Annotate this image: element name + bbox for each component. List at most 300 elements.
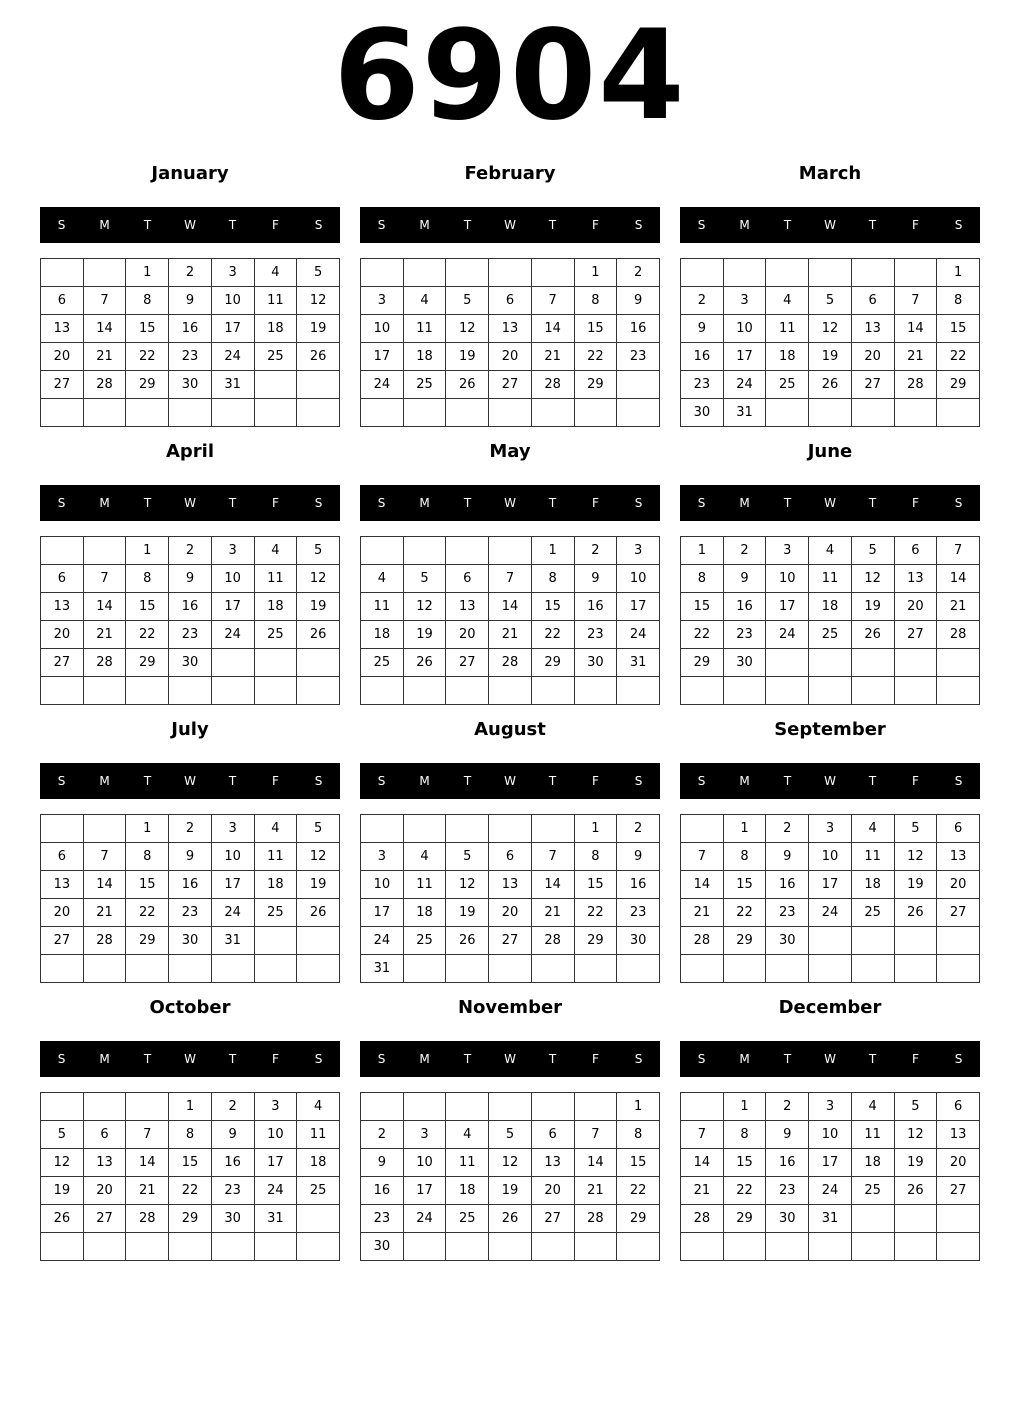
day-cell: 20 bbox=[41, 899, 84, 927]
day-cell: 26 bbox=[851, 621, 894, 649]
week-row bbox=[361, 649, 660, 677]
week-row bbox=[41, 565, 340, 593]
week-row bbox=[681, 287, 980, 315]
empty-day-cell bbox=[254, 955, 297, 983]
day-cell: 12 bbox=[446, 871, 489, 899]
empty-day-cell bbox=[254, 371, 297, 399]
day-cell: 14 bbox=[126, 1149, 169, 1177]
empty-day-cell bbox=[531, 399, 574, 427]
day-cell: 7 bbox=[531, 287, 574, 315]
weekday-label: W bbox=[504, 1052, 516, 1066]
empty-day-cell bbox=[489, 1233, 532, 1261]
day-cell: 21 bbox=[531, 899, 574, 927]
empty-day-cell bbox=[169, 399, 212, 427]
day-cell: 14 bbox=[574, 1149, 617, 1177]
empty-day-cell bbox=[446, 259, 489, 287]
day-cell: 20 bbox=[894, 593, 937, 621]
week-row bbox=[361, 899, 660, 927]
weekday-label: F bbox=[912, 1052, 919, 1066]
day-cell: 28 bbox=[681, 1205, 724, 1233]
day-grid bbox=[680, 536, 980, 705]
week-row bbox=[41, 1205, 340, 1233]
week-row bbox=[361, 537, 660, 565]
empty-day-cell bbox=[851, 259, 894, 287]
empty-day-cell bbox=[766, 955, 809, 983]
day-cell: 4 bbox=[403, 287, 446, 315]
day-cell: 22 bbox=[723, 1177, 766, 1205]
day-cell: 24 bbox=[211, 621, 254, 649]
weekday-header bbox=[40, 207, 340, 243]
empty-day-cell bbox=[446, 1093, 489, 1121]
day-cell: 22 bbox=[723, 899, 766, 927]
day-cell: 18 bbox=[361, 621, 404, 649]
day-cell: 27 bbox=[851, 371, 894, 399]
day-cell: 22 bbox=[531, 621, 574, 649]
day-cell: 29 bbox=[126, 649, 169, 677]
day-cell: 28 bbox=[83, 371, 126, 399]
day-cell: 13 bbox=[851, 315, 894, 343]
day-cell: 23 bbox=[681, 371, 724, 399]
day-cell: 27 bbox=[531, 1205, 574, 1233]
day-cell: 17 bbox=[809, 871, 852, 899]
day-cell: 23 bbox=[169, 899, 212, 927]
day-cell: 5 bbox=[41, 1121, 84, 1149]
empty-day-cell bbox=[403, 677, 446, 705]
day-cell: 7 bbox=[83, 287, 126, 315]
week-row bbox=[681, 1149, 980, 1177]
day-cell: 6 bbox=[489, 843, 532, 871]
day-cell: 11 bbox=[851, 1121, 894, 1149]
day-cell: 20 bbox=[446, 621, 489, 649]
day-cell: 8 bbox=[681, 565, 724, 593]
week-row bbox=[361, 843, 660, 871]
weekday-label: T bbox=[228, 496, 237, 510]
month-name: November bbox=[457, 997, 563, 1018]
week-row bbox=[41, 399, 340, 427]
week-row bbox=[41, 815, 340, 843]
weekday-label: T bbox=[228, 1052, 237, 1066]
empty-day-cell bbox=[851, 649, 894, 677]
empty-day-cell bbox=[531, 955, 574, 983]
weekday-label: F bbox=[272, 774, 279, 788]
day-cell: 13 bbox=[41, 593, 84, 621]
empty-day-cell bbox=[83, 815, 126, 843]
empty-day-cell bbox=[809, 955, 852, 983]
day-cell: 30 bbox=[723, 649, 766, 677]
day-cell: 21 bbox=[894, 343, 937, 371]
week-row bbox=[41, 593, 340, 621]
day-cell: 8 bbox=[574, 287, 617, 315]
day-cell: 19 bbox=[297, 593, 340, 621]
weekday-label: F bbox=[912, 496, 919, 510]
day-cell: 9 bbox=[361, 1149, 404, 1177]
day-cell: 16 bbox=[361, 1177, 404, 1205]
weekday-label: S bbox=[634, 496, 643, 510]
weekday-header bbox=[360, 763, 660, 799]
day-cell: 13 bbox=[41, 315, 84, 343]
week-row bbox=[681, 1205, 980, 1233]
day-cell: 15 bbox=[937, 315, 980, 343]
empty-day-cell bbox=[894, 1205, 937, 1233]
empty-day-cell bbox=[297, 399, 340, 427]
day-cell: 12 bbox=[489, 1149, 532, 1177]
day-cell: 22 bbox=[681, 621, 724, 649]
month-name: September bbox=[774, 719, 886, 740]
day-cell: 7 bbox=[83, 565, 126, 593]
day-cell: 8 bbox=[531, 565, 574, 593]
empty-day-cell bbox=[211, 955, 254, 983]
weekday-label: F bbox=[272, 496, 279, 510]
empty-day-cell bbox=[809, 677, 852, 705]
week-row bbox=[361, 593, 660, 621]
day-cell: 24 bbox=[766, 621, 809, 649]
day-cell: 18 bbox=[809, 593, 852, 621]
weekday-header bbox=[40, 763, 340, 799]
day-cell: 21 bbox=[83, 899, 126, 927]
week-row bbox=[41, 537, 340, 565]
day-cell: 5 bbox=[851, 537, 894, 565]
week-row bbox=[41, 649, 340, 677]
day-cell: 18 bbox=[766, 343, 809, 371]
empty-day-cell bbox=[126, 399, 169, 427]
day-cell: 23 bbox=[766, 1177, 809, 1205]
empty-day-cell bbox=[403, 399, 446, 427]
day-cell: 15 bbox=[681, 593, 724, 621]
week-row bbox=[41, 677, 340, 705]
day-cell: 26 bbox=[809, 371, 852, 399]
day-cell: 4 bbox=[254, 537, 297, 565]
empty-day-cell bbox=[446, 399, 489, 427]
empty-day-cell bbox=[851, 399, 894, 427]
day-cell: 28 bbox=[894, 371, 937, 399]
weekday-label: T bbox=[548, 496, 557, 510]
day-cell: 5 bbox=[809, 287, 852, 315]
day-cell: 11 bbox=[254, 843, 297, 871]
day-cell: 19 bbox=[809, 343, 852, 371]
empty-day-cell bbox=[489, 677, 532, 705]
day-cell: 13 bbox=[489, 871, 532, 899]
day-cell: 2 bbox=[169, 259, 212, 287]
day-cell: 17 bbox=[766, 593, 809, 621]
day-cell: 15 bbox=[617, 1149, 660, 1177]
day-cell: 2 bbox=[211, 1093, 254, 1121]
empty-day-cell bbox=[126, 1233, 169, 1261]
day-cell: 17 bbox=[211, 871, 254, 899]
day-cell: 20 bbox=[937, 1149, 980, 1177]
weekday-label: S bbox=[57, 218, 66, 232]
day-cell: 21 bbox=[937, 593, 980, 621]
day-cell: 16 bbox=[617, 315, 660, 343]
weekday-label: T bbox=[783, 774, 792, 788]
day-cell: 29 bbox=[617, 1205, 660, 1233]
empty-day-cell bbox=[809, 1233, 852, 1261]
day-cell: 13 bbox=[531, 1149, 574, 1177]
empty-day-cell bbox=[766, 259, 809, 287]
weekday-label: S bbox=[954, 496, 963, 510]
day-cell: 19 bbox=[894, 1149, 937, 1177]
day-cell: 18 bbox=[254, 593, 297, 621]
day-cell: 19 bbox=[446, 343, 489, 371]
day-cell: 25 bbox=[403, 371, 446, 399]
day-cell: 19 bbox=[403, 621, 446, 649]
day-cell: 1 bbox=[531, 537, 574, 565]
day-cell: 29 bbox=[681, 649, 724, 677]
empty-day-cell bbox=[766, 399, 809, 427]
weekday-label: T bbox=[143, 774, 152, 788]
day-cell: 10 bbox=[211, 287, 254, 315]
weekday-label: F bbox=[912, 218, 919, 232]
empty-day-cell bbox=[41, 815, 84, 843]
empty-day-cell bbox=[254, 927, 297, 955]
week-row bbox=[361, 343, 660, 371]
weekday-label: W bbox=[184, 496, 196, 510]
day-cell: 24 bbox=[211, 343, 254, 371]
weekday-label: M bbox=[739, 1052, 750, 1066]
week-row bbox=[41, 1149, 340, 1177]
day-cell: 8 bbox=[126, 287, 169, 315]
day-cell: 30 bbox=[169, 927, 212, 955]
week-row bbox=[681, 927, 980, 955]
weekday-label: T bbox=[548, 1052, 557, 1066]
day-cell: 12 bbox=[297, 843, 340, 871]
day-cell: 7 bbox=[894, 287, 937, 315]
day-cell: 15 bbox=[126, 593, 169, 621]
empty-day-cell bbox=[297, 371, 340, 399]
empty-day-cell bbox=[211, 677, 254, 705]
day-cell: 10 bbox=[723, 315, 766, 343]
day-cell: 15 bbox=[531, 593, 574, 621]
day-cell: 13 bbox=[894, 565, 937, 593]
week-row bbox=[681, 677, 980, 705]
weekday-label: M bbox=[419, 218, 430, 232]
week-row bbox=[41, 1121, 340, 1149]
day-cell: 26 bbox=[446, 371, 489, 399]
weekday-label: W bbox=[824, 1052, 836, 1066]
week-row bbox=[361, 955, 660, 983]
day-cell: 7 bbox=[126, 1121, 169, 1149]
empty-day-cell bbox=[723, 955, 766, 983]
week-row bbox=[41, 871, 340, 899]
empty-day-cell bbox=[297, 1233, 340, 1261]
day-cell: 29 bbox=[937, 371, 980, 399]
week-row bbox=[681, 371, 980, 399]
day-cell: 27 bbox=[489, 371, 532, 399]
weekday-label: M bbox=[99, 496, 110, 510]
weekday-label: F bbox=[592, 496, 599, 510]
empty-day-cell bbox=[937, 677, 980, 705]
day-cell: 5 bbox=[446, 843, 489, 871]
day-cell: 16 bbox=[723, 593, 766, 621]
empty-day-cell bbox=[83, 399, 126, 427]
day-cell: 27 bbox=[83, 1205, 126, 1233]
day-cell: 13 bbox=[446, 593, 489, 621]
weekday-label: T bbox=[548, 774, 557, 788]
day-cell: 3 bbox=[211, 259, 254, 287]
day-cell: 28 bbox=[126, 1205, 169, 1233]
day-cell: 3 bbox=[211, 815, 254, 843]
day-cell: 2 bbox=[169, 815, 212, 843]
empty-day-cell bbox=[809, 649, 852, 677]
day-cell: 25 bbox=[403, 927, 446, 955]
day-cell: 9 bbox=[574, 565, 617, 593]
empty-day-cell bbox=[723, 1233, 766, 1261]
day-cell: 20 bbox=[531, 1177, 574, 1205]
month-name: July bbox=[171, 719, 209, 740]
day-cell: 24 bbox=[403, 1205, 446, 1233]
day-grid bbox=[360, 1092, 660, 1261]
day-cell: 6 bbox=[41, 843, 84, 871]
day-cell: 8 bbox=[169, 1121, 212, 1149]
day-cell: 30 bbox=[169, 649, 212, 677]
day-cell: 18 bbox=[446, 1177, 489, 1205]
day-cell: 5 bbox=[297, 259, 340, 287]
day-cell: 10 bbox=[809, 843, 852, 871]
day-cell: 18 bbox=[297, 1149, 340, 1177]
day-cell: 11 bbox=[851, 843, 894, 871]
day-cell: 6 bbox=[446, 565, 489, 593]
day-cell: 25 bbox=[361, 649, 404, 677]
day-cell: 14 bbox=[531, 871, 574, 899]
day-cell: 20 bbox=[937, 871, 980, 899]
day-cell: 25 bbox=[254, 621, 297, 649]
weekday-label: S bbox=[634, 218, 643, 232]
week-row bbox=[41, 315, 340, 343]
day-cell: 17 bbox=[211, 315, 254, 343]
day-cell: 11 bbox=[403, 871, 446, 899]
day-cell: 2 bbox=[766, 815, 809, 843]
day-cell: 24 bbox=[723, 371, 766, 399]
day-cell: 18 bbox=[254, 871, 297, 899]
day-cell: 18 bbox=[254, 315, 297, 343]
empty-day-cell bbox=[681, 259, 724, 287]
empty-day-cell bbox=[169, 1233, 212, 1261]
day-cell: 14 bbox=[83, 871, 126, 899]
empty-day-cell bbox=[446, 537, 489, 565]
weekday-label: S bbox=[314, 774, 323, 788]
empty-day-cell bbox=[574, 955, 617, 983]
week-row bbox=[681, 343, 980, 371]
day-cell: 16 bbox=[766, 871, 809, 899]
day-cell: 4 bbox=[254, 815, 297, 843]
week-row bbox=[681, 565, 980, 593]
day-cell: 23 bbox=[361, 1205, 404, 1233]
empty-day-cell bbox=[83, 1233, 126, 1261]
day-cell: 24 bbox=[809, 1177, 852, 1205]
month-name: August bbox=[474, 719, 546, 740]
week-row bbox=[361, 1233, 660, 1261]
weekday-label: F bbox=[912, 774, 919, 788]
empty-day-cell bbox=[446, 677, 489, 705]
day-cell: 5 bbox=[297, 815, 340, 843]
weekday-label: T bbox=[228, 774, 237, 788]
day-cell: 28 bbox=[531, 371, 574, 399]
day-cell: 26 bbox=[297, 621, 340, 649]
weekday-label: F bbox=[272, 1052, 279, 1066]
weekday-label: S bbox=[634, 1052, 643, 1066]
month-name: May bbox=[489, 441, 531, 462]
day-cell: 6 bbox=[41, 287, 84, 315]
day-cell: 23 bbox=[169, 621, 212, 649]
weekday-label: S bbox=[314, 218, 323, 232]
empty-day-cell bbox=[361, 677, 404, 705]
day-cell: 6 bbox=[489, 287, 532, 315]
day-cell: 10 bbox=[361, 871, 404, 899]
day-cell: 29 bbox=[723, 927, 766, 955]
day-cell: 6 bbox=[41, 565, 84, 593]
day-cell: 15 bbox=[723, 1149, 766, 1177]
weekday-label: M bbox=[99, 774, 110, 788]
day-cell: 7 bbox=[681, 843, 724, 871]
empty-day-cell bbox=[297, 1205, 340, 1233]
day-cell: 26 bbox=[489, 1205, 532, 1233]
empty-day-cell bbox=[83, 677, 126, 705]
day-cell: 30 bbox=[574, 649, 617, 677]
empty-day-cell bbox=[254, 399, 297, 427]
day-cell: 16 bbox=[169, 593, 212, 621]
empty-day-cell bbox=[361, 259, 404, 287]
weekday-label: S bbox=[314, 1052, 323, 1066]
empty-day-cell bbox=[403, 1093, 446, 1121]
day-cell: 9 bbox=[723, 565, 766, 593]
empty-day-cell bbox=[297, 677, 340, 705]
day-cell: 1 bbox=[574, 815, 617, 843]
day-cell: 15 bbox=[126, 315, 169, 343]
day-cell: 12 bbox=[446, 315, 489, 343]
day-cell: 2 bbox=[617, 259, 660, 287]
day-cell: 9 bbox=[169, 565, 212, 593]
week-row bbox=[361, 371, 660, 399]
day-cell: 15 bbox=[574, 315, 617, 343]
weekday-label: W bbox=[504, 218, 516, 232]
weekday-label: W bbox=[184, 218, 196, 232]
day-cell: 23 bbox=[574, 621, 617, 649]
empty-day-cell bbox=[254, 1233, 297, 1261]
empty-day-cell bbox=[894, 677, 937, 705]
empty-day-cell bbox=[403, 815, 446, 843]
week-row bbox=[41, 1177, 340, 1205]
day-cell: 28 bbox=[83, 927, 126, 955]
day-cell: 10 bbox=[809, 1121, 852, 1149]
empty-day-cell bbox=[894, 955, 937, 983]
day-grid bbox=[360, 814, 660, 983]
month-name: March bbox=[798, 163, 862, 184]
day-cell: 11 bbox=[361, 593, 404, 621]
weekday-label: T bbox=[868, 1052, 877, 1066]
day-cell: 23 bbox=[211, 1177, 254, 1205]
day-cell: 14 bbox=[681, 871, 724, 899]
empty-day-cell bbox=[169, 955, 212, 983]
empty-day-cell bbox=[489, 815, 532, 843]
empty-day-cell bbox=[681, 1233, 724, 1261]
day-cell: 7 bbox=[681, 1121, 724, 1149]
weekday-label: F bbox=[272, 218, 279, 232]
day-cell: 11 bbox=[254, 565, 297, 593]
day-cell: 9 bbox=[169, 843, 212, 871]
weekday-label: M bbox=[419, 1052, 430, 1066]
weekday-label: M bbox=[99, 218, 110, 232]
empty-day-cell bbox=[83, 259, 126, 287]
day-cell: 10 bbox=[617, 565, 660, 593]
day-cell: 4 bbox=[254, 259, 297, 287]
day-cell: 14 bbox=[83, 593, 126, 621]
day-cell: 23 bbox=[169, 343, 212, 371]
day-cell: 6 bbox=[894, 537, 937, 565]
day-cell: 31 bbox=[361, 955, 404, 983]
empty-day-cell bbox=[41, 259, 84, 287]
weekday-label: W bbox=[824, 218, 836, 232]
day-cell: 10 bbox=[766, 565, 809, 593]
day-cell: 2 bbox=[617, 815, 660, 843]
